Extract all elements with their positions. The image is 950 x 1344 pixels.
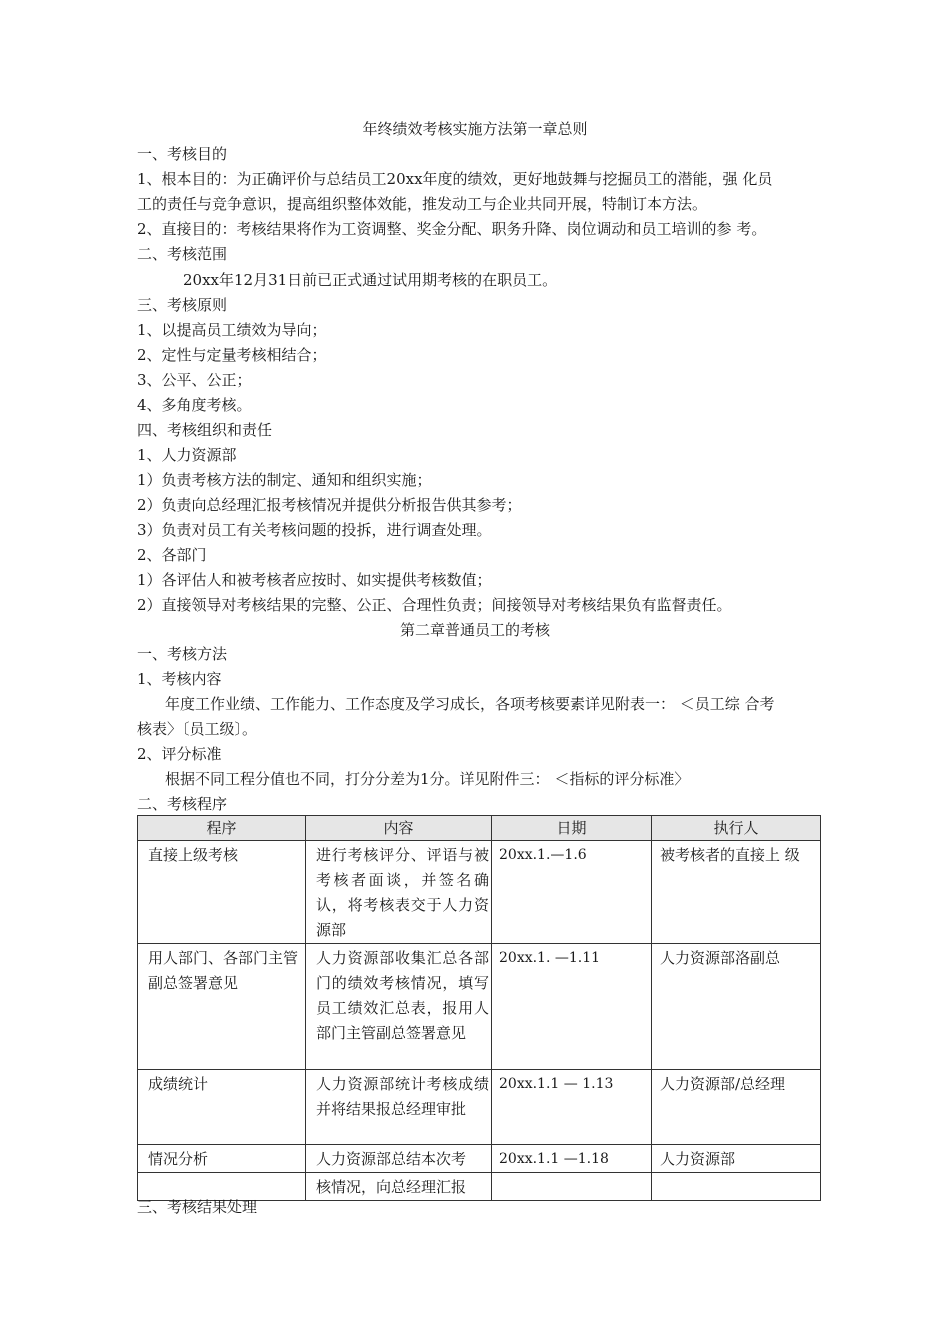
subsection-heading: 2、评分标准 [137, 745, 222, 763]
section-heading: 三、考核原则 [137, 296, 228, 314]
paragraph-line: 核表〉〔员工级〕。 [137, 720, 258, 738]
list-item: 3、公平、公正； [137, 371, 252, 389]
paragraph-line: 根据不同工程分值也不同，打分分差为1分。详见附件三： ＜指标的评分标准〉 [165, 770, 690, 788]
section-heading: 二、考核范围 [137, 245, 228, 263]
cell-executor [652, 1173, 821, 1201]
paragraph-line: 年度工作业绩、工作能力、工作态度及学习成长，各项考核要素详见附表一： ＜员工综 合考 [165, 695, 775, 713]
cell-content: 人力资源部收集汇总各部门的绩效考核情况，填写员工绩效汇总表，报用人部门主管副总签署意见 [306, 944, 492, 1070]
cell-executor: 人力资源部洛副总 [652, 944, 821, 1070]
column-header-date: 日期 [492, 816, 652, 841]
column-header-program: 程序 [138, 816, 306, 841]
list-item: 1）各评估人和被考核者应按时、如实提供考核数值； [137, 571, 492, 589]
paragraph-line: 1、根本目的：为正确评价与总结员工20xx年度的绩效，更好地鼓舞与挖掘员工的潜能，强 化员 [137, 170, 773, 188]
list-item: 1、以提高员工绩效为导向； [137, 321, 327, 339]
table-row [138, 1070, 821, 1145]
cell-program: 直接上级考核 [138, 841, 306, 944]
section-heading: 一、考核方法 [137, 645, 228, 663]
cell-content: 人力资源部总结本次考 [306, 1145, 492, 1173]
cell-content: 人力资源部统计考核成绩并将结果报总经理审批 [306, 1070, 492, 1145]
cell-program: 成绩统计 [138, 1070, 306, 1145]
table-row [138, 841, 821, 944]
column-header-content: 内容 [306, 816, 492, 841]
table-header-row [138, 816, 821, 841]
cell-date: 20xx.1.1 —1.18 [492, 1145, 652, 1173]
paragraph-line: 20xx年12月31日前已正式通过试用期考核的在职员工。 [183, 271, 558, 289]
cell-executor: 人力资源部/总经理 [652, 1070, 821, 1145]
cell-content: 进行考核评分、评语与被考核者面谈，并签名确认，将考核表交于人力资源部 [306, 841, 492, 944]
section-heading: 三、考核结果处理 [137, 1198, 258, 1216]
subsection-heading: 1、考核内容 [137, 670, 222, 688]
cell-program: 用人部门、各部门主管副总签署意见 [138, 944, 306, 1070]
paragraph-line: 2、直接目的：考核结果将作为工资调整、奖金分配、职务升降、岗位调动和员工培训的参 考。 [137, 220, 767, 238]
table-row [138, 1145, 821, 1173]
paragraph-line: 工的责任与竞争意识，提高组织整体效能，推发动工与企业共同开展，特制订本方法。 [137, 195, 708, 213]
list-item: 1）负责考核方法的制定、通知和组织实施； [137, 471, 432, 489]
subsection-heading: 2、各部门 [137, 546, 207, 564]
list-item: 3）负责对员工有关考核问题的投拆，进行调查处理。 [137, 521, 492, 539]
section-heading: 二、考核程序 [137, 795, 228, 813]
cell-date: 20xx.1. —1.11 [492, 944, 652, 1070]
list-item: 2）负责向总经理汇报考核情况并提供分析报告供其参考； [137, 496, 522, 514]
cell-date [492, 1173, 652, 1201]
document-title: 年终绩效考核实施方法第一章总则 [362, 120, 588, 138]
process-table [137, 815, 821, 1201]
column-header-executor: 执行人 [652, 816, 821, 841]
list-item: 2）直接领导对考核结果的完整、公正、合理性负责；间接领导对考核结果负有监督责任。 [137, 596, 732, 614]
cell-executor: 被考核者的直接上 级 [652, 841, 821, 944]
section-heading: 一、考核目的 [137, 145, 228, 163]
list-item: 2、定性与定量考核相结合； [137, 346, 327, 364]
cell-date: 20xx.1.1 — 1.13 [492, 1070, 652, 1145]
table-row [138, 944, 821, 1070]
cell-content: 核情况，向总经理汇报 [306, 1173, 492, 1201]
cell-executor: 人力资源部 [652, 1145, 821, 1173]
cell-program: 情况分析 [138, 1145, 306, 1173]
subsection-heading: 1、人力资源部 [137, 446, 237, 464]
list-item: 4、多角度考核。 [137, 396, 252, 414]
chapter-title: 第二章普通员工的考核 [399, 621, 550, 639]
cell-date: 20xx.1.—1.6 [492, 841, 652, 944]
section-heading: 四、考核组织和责任 [137, 421, 273, 439]
